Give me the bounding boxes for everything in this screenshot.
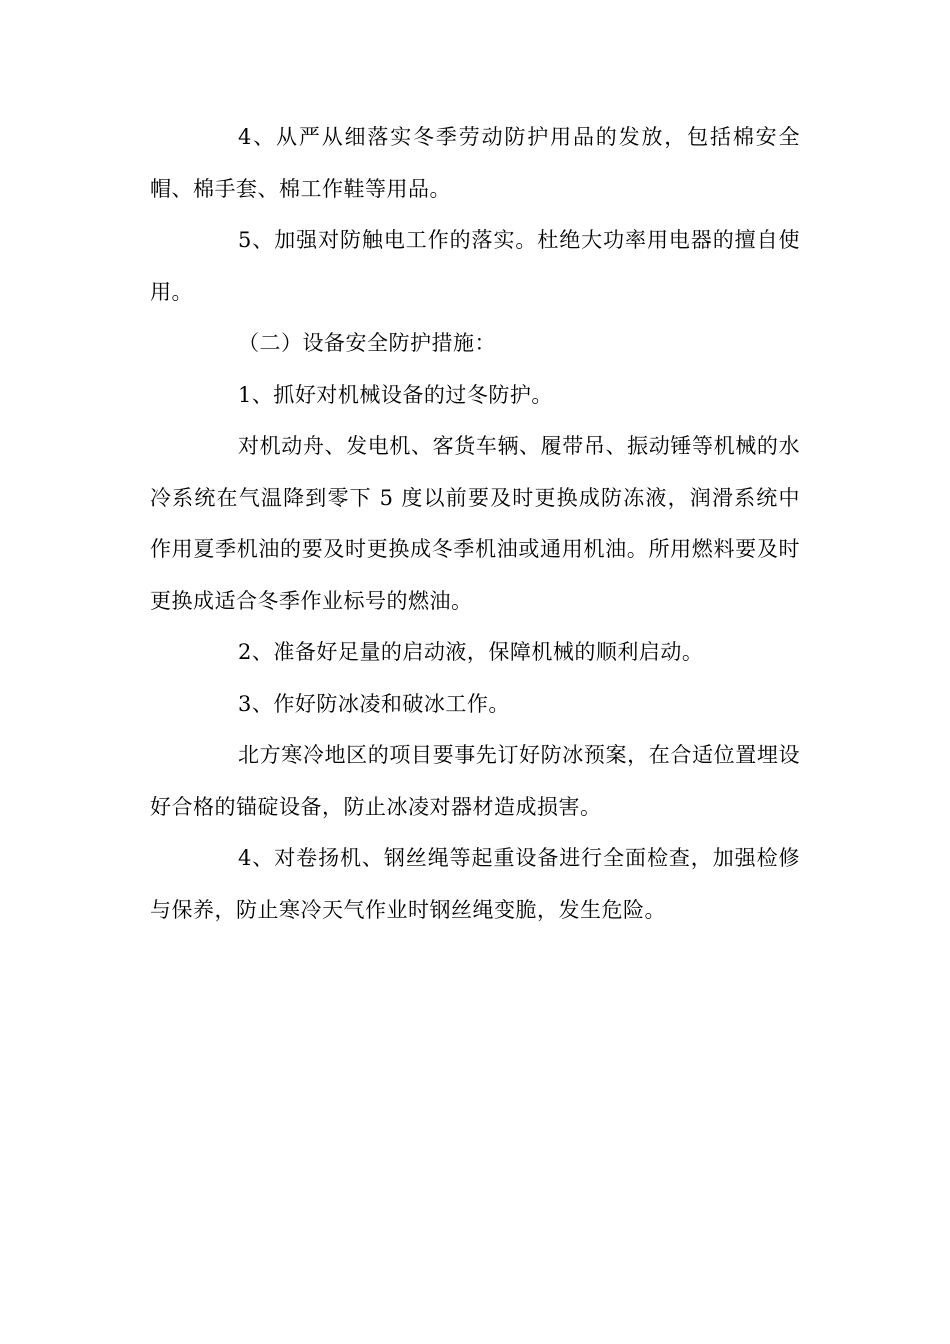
paragraph-antifreeze: 对机动舟、发电机、客货车辆、履带吊、振动锤等机械的水冷系统在气温降到零下 5 度以前要及时更换成防冻液，润滑系统中作用夏季机油的要及时更换成冬季机油或通用机油。所用燃料要及时更换成适合冬季作业标号的燃油。 xyxy=(150,434,800,613)
paragraph-ice-plan: 北方寒冷地区的项目要事先订好防冰预案，在合适位置埋设好合格的锚碇设备，防止冰凌对器材造成损害。 xyxy=(150,743,800,819)
section-heading-equipment-safety: （二）设备安全防护措施： xyxy=(238,331,496,355)
paragraph-winter-protection: 1、抓好对机械设备的过冬防护。 xyxy=(238,382,553,407)
paragraph-starting-fluid: 2、准备好足量的启动液，保障机械的顺利启动。 xyxy=(238,640,704,664)
paragraph-protective-gear: 4、从严从细落实冬季劳动防护用品的发放，包括棉安全帽、棉手套、棉工作鞋等用品。 xyxy=(150,125,800,201)
paragraph-ice-prevention: 3、作好防冰凌和破冰工作。 xyxy=(238,691,510,716)
document-body xyxy=(150,112,800,936)
paragraph-hoist-inspection: 4、对卷扬机、钢丝绳等起重设备进行全面检查，加强检修与保养，防止寒冷天气作业时钢丝绳变脆，发生危险。 xyxy=(150,846,800,922)
paragraph-electric-safety: 5、加强对防触电工作的落实。杜绝大功率用电器的擅自使用。 xyxy=(150,228,800,304)
